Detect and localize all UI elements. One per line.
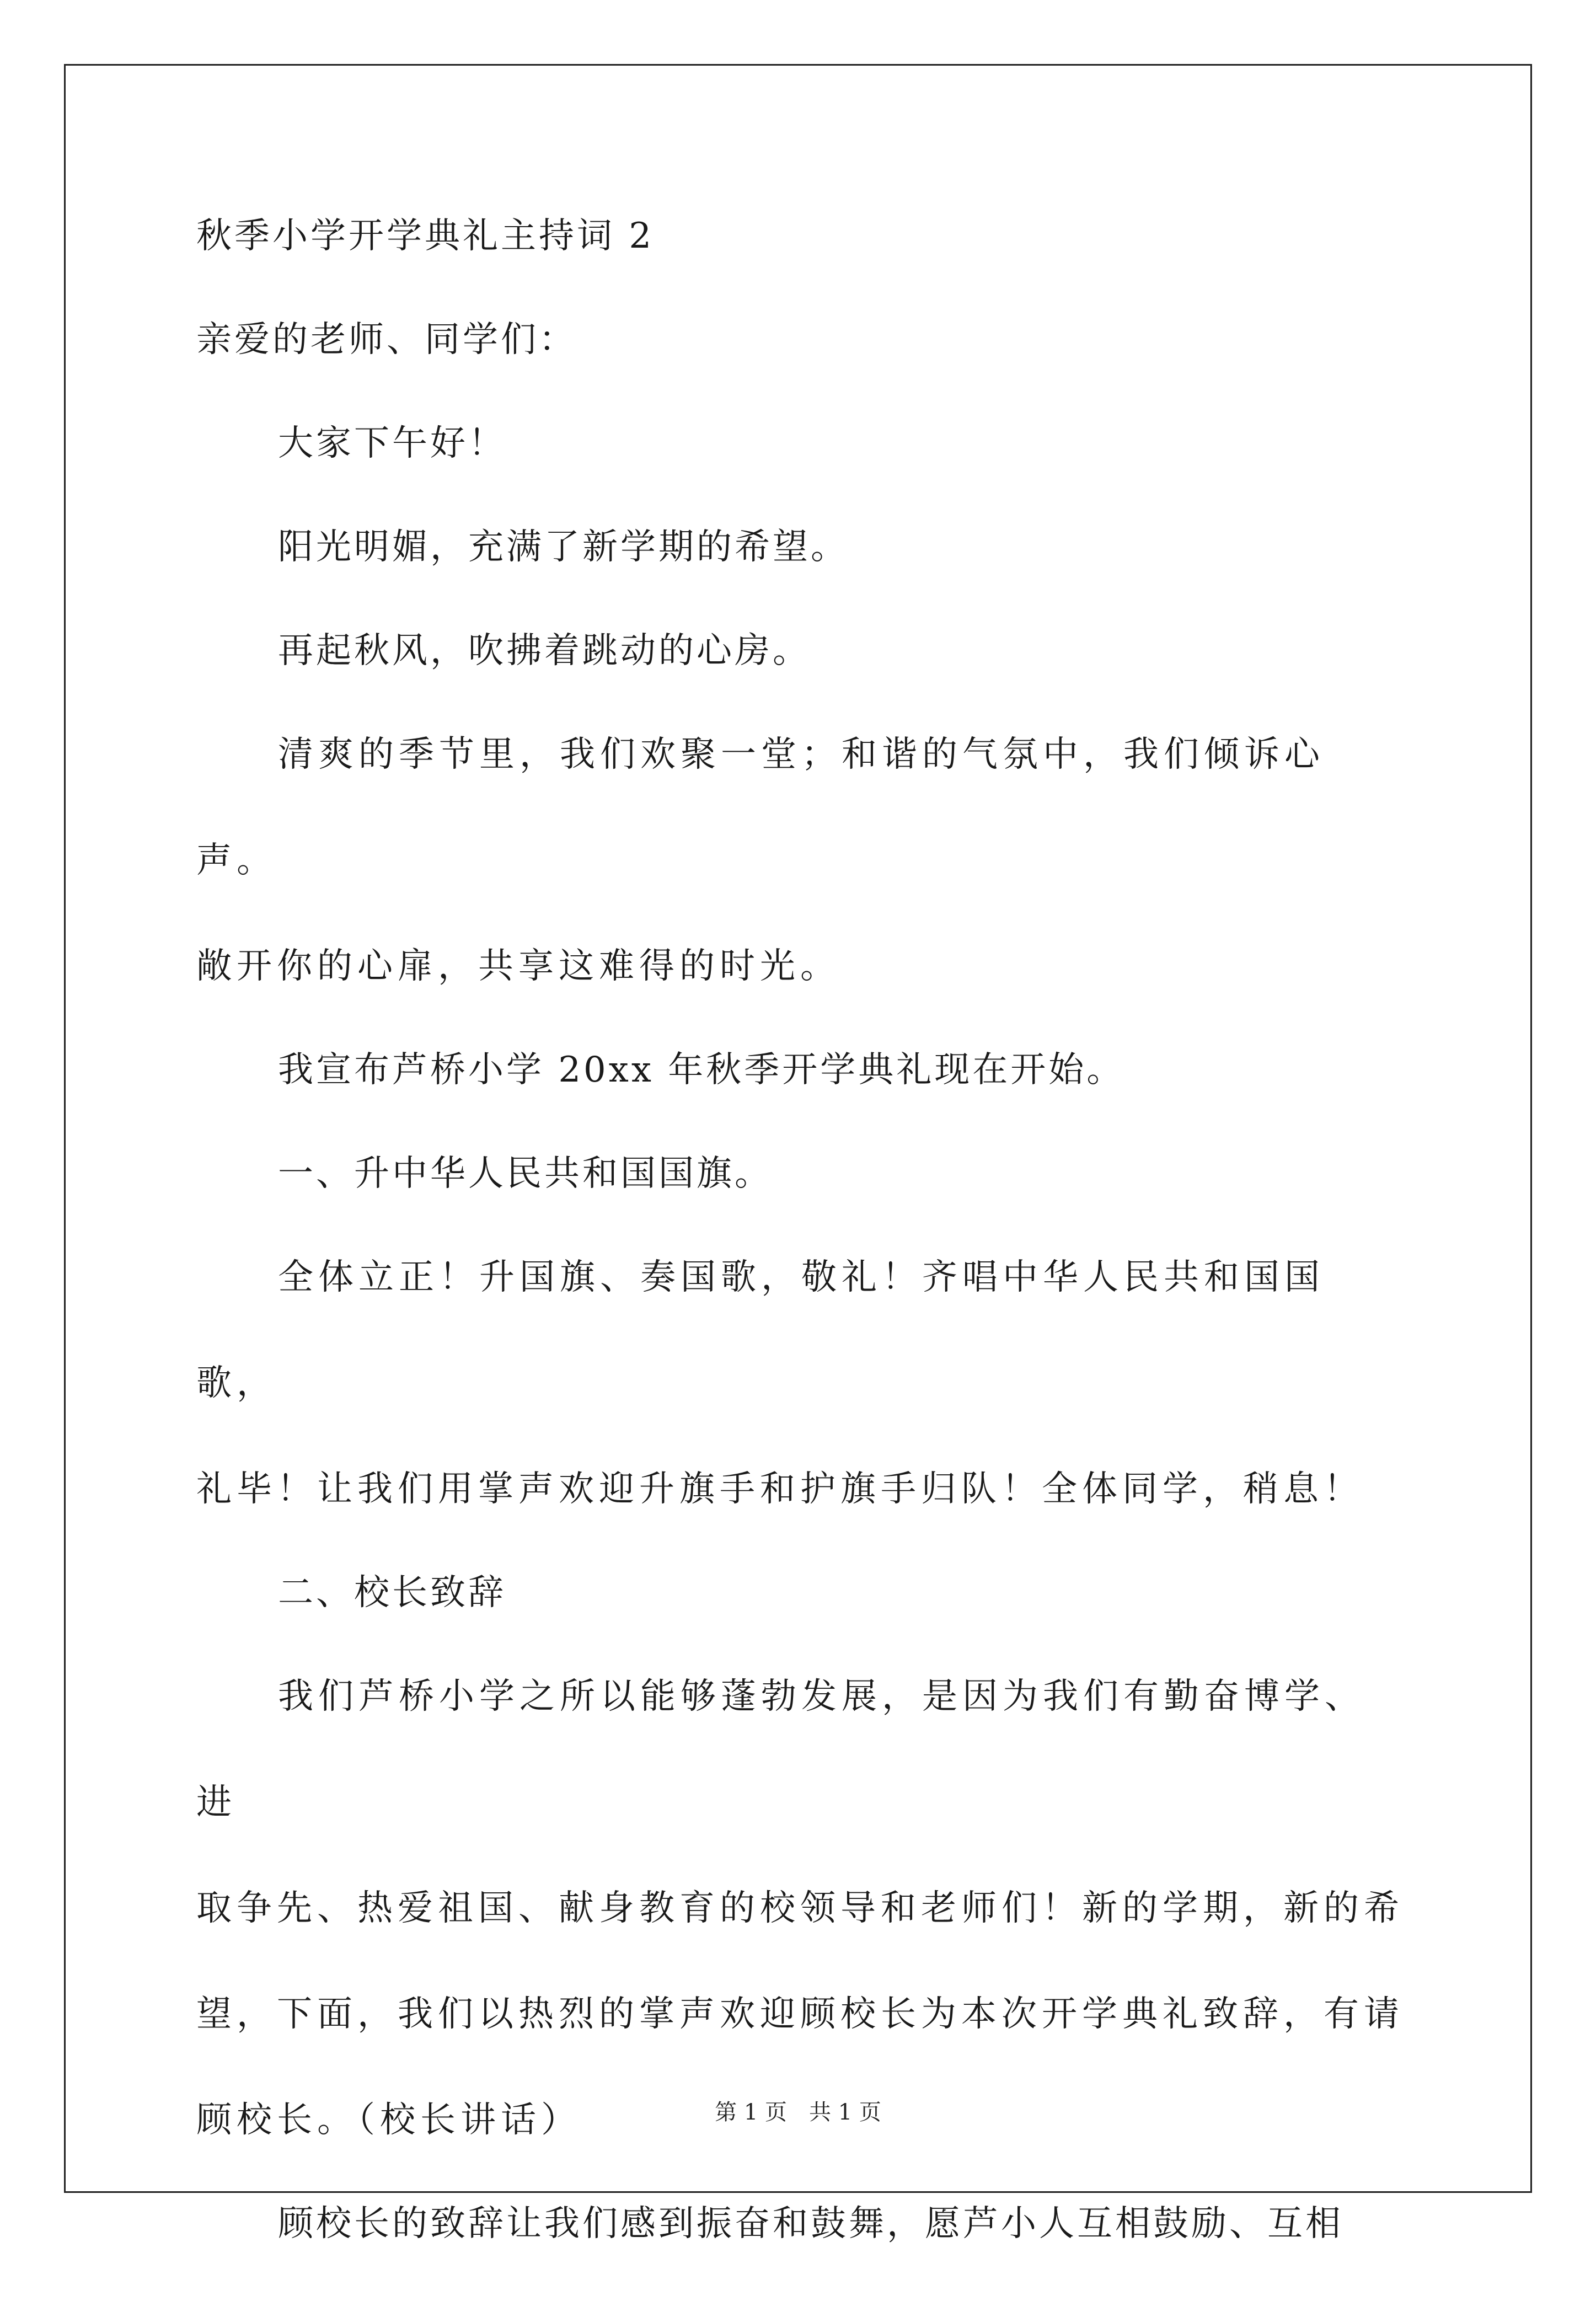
paragraph — [196, 1147, 1404, 1200]
paragraph — [196, 1224, 1404, 1542]
paragraph-line: 我们芦桥小学之所以能够蓬勃发展，是因为我们有勤奋博学、进 — [196, 1676, 1365, 1823]
paragraph — [196, 702, 1404, 1019]
paragraph-line: 大家下午好！ — [278, 423, 506, 464]
paragraph — [196, 1566, 1404, 1619]
document-body — [196, 210, 1404, 2301]
paragraph — [196, 2197, 1404, 2250]
paragraph-line: 取争先、热爱祖国、献身教育的校领导和老师们！新的学期，新的希 — [196, 1888, 1404, 1929]
document-title: 秋季小学开学典礼主持词 2 — [196, 216, 655, 256]
paragraph — [196, 521, 1404, 574]
paragraph-line: 阳光明媚，充满了新学期的希望。 — [278, 527, 849, 568]
paragraph-line: 礼毕！让我们用掌声欢迎升旗手和护旗手归队！全体同学，稍息！ — [196, 1469, 1364, 1510]
paragraph-line: 二、校长致辞 — [278, 1572, 506, 1613]
paragraph-line: 我宣布芦桥小学 20xx 年秋季开学典礼现在开始。 — [278, 1050, 1125, 1090]
paragraph-line: 清爽的季节里，我们欢聚一堂；和谐的气氛中，我们倾诉心声。 — [196, 734, 1325, 881]
page-number-footer: 第 1 页 共 1 页 — [715, 2100, 881, 2125]
paragraph-list — [196, 417, 1404, 2250]
paragraph-line: 顾校长的致辞让我们感到振奋和鼓舞，愿芦小人互相鼓励、互相 — [278, 2203, 1343, 2244]
paragraph-line: 全体立正！升国旗、奏国歌，敬礼！齐唱中华人民共和国国歌， — [196, 1257, 1325, 1404]
paragraph — [196, 1644, 1404, 2173]
greeting: 亲爱的老师、同学们： — [196, 319, 577, 360]
paragraph-line: 再起秋风，吹拂着跳动的心房。 — [278, 630, 811, 671]
paragraph-line: 顾校长。（校长讲话） — [196, 2100, 581, 2141]
paragraph — [196, 624, 1404, 677]
paragraph — [196, 1044, 1404, 1096]
paragraph-line: 望，下面，我们以热烈的掌声欢迎顾校长为本次开学典礼致辞，有请 — [196, 1994, 1404, 2035]
paragraph — [196, 417, 1404, 470]
paragraph-line: 敞开你的心扉，共享这难得的时光。 — [196, 946, 840, 987]
paragraph-line: 一、升中华人民共和国国旗。 — [278, 1153, 773, 1194]
